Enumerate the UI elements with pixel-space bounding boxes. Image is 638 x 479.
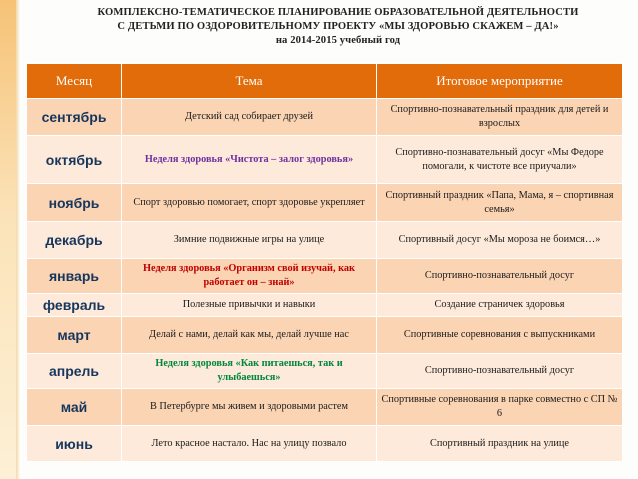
event-cell: Спортивный досуг «Мы мороза не боимся…»	[377, 222, 623, 259]
event-cell: Создание страничек здоровья	[377, 294, 623, 317]
table-row	[27, 222, 623, 259]
table-header-row	[27, 64, 623, 99]
event-cell: Спортивно-познавательный досуг	[377, 354, 623, 389]
theme-cell: В Петербурге мы живем и здоровыми растем	[122, 389, 377, 426]
plan-table	[26, 63, 623, 462]
table-row	[27, 184, 623, 222]
table-row	[27, 99, 623, 136]
title-line-1: КОМПЛЕКСНО-ТЕМАТИЧЕСКОЕ ПЛАНИРОВАНИЕ ОБРАЗОВАТЕЛЬНОЙ ДЕЯТЕЛЬНОСТИ	[97, 7, 579, 18]
decorative-side-band	[0, 0, 16, 479]
theme-cell: Неделя здоровья «Как питаешься, так и улыбаешься»	[122, 354, 377, 389]
table-row	[27, 294, 623, 317]
header-event: Итоговое мероприятие	[377, 64, 623, 99]
month-cell: май	[27, 389, 122, 426]
month-cell: ноябрь	[27, 184, 122, 222]
header-month: Месяц	[27, 64, 122, 99]
theme-cell: Детский сад собирает друзей	[122, 99, 377, 136]
table-row	[27, 259, 623, 294]
event-cell: Спортивные соревнования в парке совместно с СП № 6	[377, 389, 623, 426]
table-row	[27, 317, 623, 354]
page-title	[58, 6, 618, 48]
event-cell: Спортивно-познавательный праздник для детей и взрослых	[377, 99, 623, 136]
theme-cell: Неделя здоровья «Организм свой изучай, как работает он – знай»	[122, 259, 377, 294]
table-row	[27, 389, 623, 426]
month-cell: июнь	[27, 426, 122, 462]
header-theme: Тема	[122, 64, 377, 99]
theme-cell: Лето красное настало. Нас на улицу позвало	[122, 426, 377, 462]
event-cell: Спортивный праздник на улице	[377, 426, 623, 462]
table-row	[27, 426, 623, 462]
theme-cell: Зимние подвижные игры на улице	[122, 222, 377, 259]
table-row	[27, 136, 623, 184]
month-cell: декабрь	[27, 222, 122, 259]
month-cell: март	[27, 317, 122, 354]
theme-cell: Неделя здоровья «Чистота – залог здоровья»	[122, 136, 377, 184]
title-line-2: С ДЕТЬМИ ПО ОЗДОРОВИТЕЛЬНОМУ ПРОЕКТУ «МЫ ЗДОРОВЬЮ СКАЖЕМ – ДА!»	[117, 21, 559, 32]
event-cell: Спортивные соревнования с выпускниками	[377, 317, 623, 354]
event-cell: Спортивный праздник «Папа, Мама, я – спортивная семья»	[377, 184, 623, 222]
theme-cell: Полезные привычки и навыки	[122, 294, 377, 317]
theme-cell: Делай с нами, делай как мы, делай лучше нас	[122, 317, 377, 354]
table-row	[27, 354, 623, 389]
month-cell: апрель	[27, 354, 122, 389]
month-cell: октябрь	[27, 136, 122, 184]
month-cell: сентябрь	[27, 99, 122, 136]
event-cell: Спортивно-познавательный досуг	[377, 259, 623, 294]
theme-cell: Спорт здоровью помогает, спорт здоровье укрепляет	[122, 184, 377, 222]
event-cell: Спортивно-познавательный досуг «Мы Федоре помогали, к чистоте все приучали»	[377, 136, 623, 184]
month-cell: январь	[27, 259, 122, 294]
month-cell: февраль	[27, 294, 122, 317]
title-line-3: на 2014-2015 учебный год	[275, 35, 401, 46]
